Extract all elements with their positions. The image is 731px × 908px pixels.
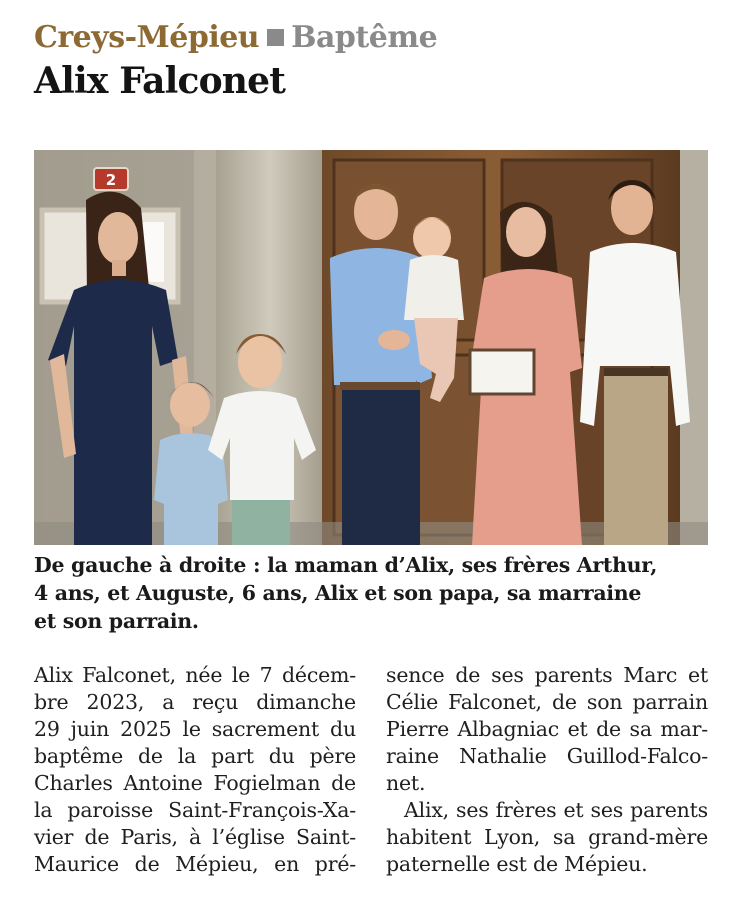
article-kicker xyxy=(34,20,437,55)
body-line: baptême de la part du père xyxy=(34,744,356,768)
article-column-left xyxy=(34,662,356,878)
body-line: Célie Falconet, de son parrain xyxy=(386,690,708,714)
body-line: net. xyxy=(386,771,426,795)
body-line: Alix, ses frères et ses parents xyxy=(404,798,708,822)
photo-caption xyxy=(34,551,708,635)
body-line: Alix Falconet, née le 7 décem- xyxy=(34,663,356,687)
square-bullet-icon xyxy=(267,29,284,46)
body-line: bre 2023, a reçu dimanche xyxy=(34,690,356,714)
body-line: Pierre Albagniac et de sa mar- xyxy=(386,717,708,741)
body-line: habitent Lyon, sa grand-mère xyxy=(386,825,708,849)
body-line: 29 juin 2025 le sacrement du xyxy=(34,717,356,741)
body-line: la paroisse Saint-François-Xa- xyxy=(34,798,356,822)
kicker-category: Baptême xyxy=(291,20,438,55)
house-number: 2 xyxy=(105,171,117,189)
body-line: raine Nathalie Guillod-Falco- xyxy=(386,744,708,768)
caption-line: De gauche à droite : la maman d’Alix, ses frères Arthur, xyxy=(34,553,658,577)
kicker-location: Creys-Mépieu xyxy=(34,20,260,55)
article-photo xyxy=(34,150,708,545)
body-line: Maurice de Mépieu, en pré- xyxy=(34,852,356,876)
article-title: Alix Falconet xyxy=(34,60,286,102)
body-line: sence de ses parents Marc et xyxy=(386,663,708,687)
article-column-right xyxy=(386,662,708,878)
caption-line: 4 ans, et Auguste, 6 ans, Alix et son papa, sa marraine xyxy=(34,581,642,605)
body-line: vier de Paris, à l’église Saint- xyxy=(34,825,356,849)
caption-line: et son parrain. xyxy=(34,609,199,633)
body-line: paternelle est de Mépieu. xyxy=(386,852,648,876)
body-line: Charles Antoine Fogielman de xyxy=(34,771,356,795)
